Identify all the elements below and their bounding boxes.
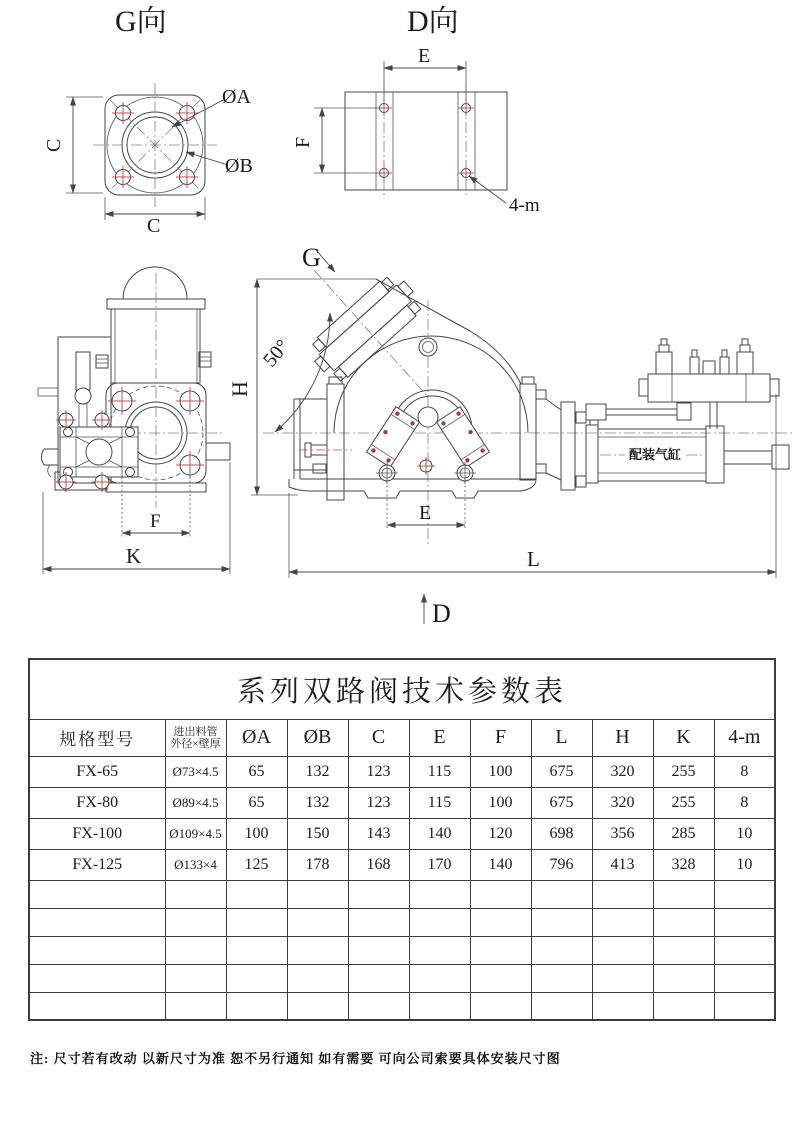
empty-cell [531,908,592,936]
side-view-g-callout [302,243,335,272]
table-header-row [29,719,775,756]
empty-cell [531,880,592,908]
table-row [29,756,775,787]
rocker-left [367,407,420,468]
empty-cell [29,880,165,908]
dim-label-4m: 4-m [509,195,540,216]
front-view [38,267,230,574]
pipe-cell: Ø89×4.5 [165,787,226,818]
dim-label-h: H [227,381,252,397]
col-header-k: K [653,719,714,756]
empty-cell [714,964,775,992]
model-cell: FX-65 [29,756,165,787]
data-cell: 328 [653,849,714,880]
dim-label-c-left: C [43,138,65,152]
data-cell: 8 [714,756,775,787]
model-cell: FX-125 [29,849,165,880]
inclined-inlet-flange [304,269,427,386]
empty-cell [531,964,592,992]
empty-cell [409,964,470,992]
empty-cell [165,964,226,992]
col-header-pipe-line2: 外径×壁厚 [170,737,221,750]
empty-cell [531,992,592,1020]
data-cell: 150 [287,818,348,849]
empty-cell [165,936,226,964]
dim-label-c-bottom: C [147,215,161,237]
front-view-small-flange [55,410,138,492]
col-header-dia-b: ØB [287,719,348,756]
empty-cell [348,992,409,1020]
g-view-centerlines [93,83,217,207]
model-cell: FX-80 [29,787,165,818]
empty-row [29,964,775,992]
empty-cell [287,964,348,992]
col-header-pipe [165,719,226,756]
empty-cell [592,992,653,1020]
col-header-h: H [592,719,653,756]
g-view-title: G向 [115,5,167,38]
view-arrow-label-g: G [302,243,321,272]
empty-cell [348,936,409,964]
empty-cell [287,880,348,908]
h-dimension [227,279,376,495]
d-view-holes [376,100,474,181]
empty-row [29,908,775,936]
table-row [29,849,775,880]
col-header-e: E [409,719,470,756]
col-header-model: 规格型号 [29,719,165,756]
data-cell: 255 [653,787,714,818]
empty-cell [226,964,287,992]
empty-cell [287,908,348,936]
data-cell: 178 [287,849,348,880]
dim-label-l: L [527,547,540,571]
empty-cell [592,936,653,964]
data-cell: 675 [531,787,592,818]
empty-cell [29,964,165,992]
empty-cell [165,880,226,908]
d-view [292,5,540,216]
side-view-body [263,279,792,545]
empty-cell [653,880,714,908]
empty-cell [409,880,470,908]
pipe-cell: Ø73×4.5 [165,756,226,787]
empty-cell [29,936,165,964]
parameter-table [28,658,776,1021]
empty-row [29,936,775,964]
table-row [29,818,775,849]
data-cell: 123 [348,756,409,787]
empty-cell [592,880,653,908]
rocker-right [437,407,490,468]
pipe-cell: Ø109×4.5 [165,818,226,849]
solenoid-manifold [639,339,779,402]
empty-cell [470,992,531,1020]
empty-cell [165,992,226,1020]
empty-cell [592,964,653,992]
data-cell: 320 [592,787,653,818]
data-cell: 10 [714,849,775,880]
empty-cell [592,908,653,936]
empty-cell [287,992,348,1020]
col-header-4m: 4-m [714,719,775,756]
empty-cell [29,908,165,936]
col-header-dia-a: ØA [226,719,287,756]
data-cell: 100 [226,818,287,849]
empty-cell [531,936,592,964]
data-cell: 143 [348,818,409,849]
empty-cell [409,992,470,1020]
empty-cell [653,964,714,992]
d-view-plate-outline [345,84,507,198]
empty-cell [29,992,165,1020]
empty-cell [226,908,287,936]
cylinder-assembly [561,339,789,490]
data-cell: 255 [653,756,714,787]
dim-label-angle: 50° [258,335,294,372]
data-cell: 675 [531,756,592,787]
data-cell: 796 [531,849,592,880]
empty-row [29,992,775,1020]
dim-label-dia-b: ØB [225,155,253,177]
col-header-f: F [470,719,531,756]
table-title-row [29,659,775,719]
empty-cell [226,936,287,964]
empty-cell [653,908,714,936]
data-cell: 413 [592,849,653,880]
empty-cell [470,964,531,992]
empty-cell [409,908,470,936]
empty-cell [409,936,470,964]
data-cell: 285 [653,818,714,849]
empty-cell [226,992,287,1020]
data-cell: 168 [348,849,409,880]
data-cell: 8 [714,787,775,818]
data-cell: 140 [470,849,531,880]
data-cell: 356 [592,818,653,849]
table-title: 系列双路阀技术参数表 [29,659,775,719]
dim-label-f-side: F [292,136,314,148]
data-cell: 115 [409,787,470,818]
data-cell: 10 [714,818,775,849]
empty-cell [348,908,409,936]
data-cell: 115 [409,756,470,787]
empty-cell [287,936,348,964]
view-arrow-label-d: D [432,599,451,628]
empty-cell [470,936,531,964]
table-row [29,787,775,818]
data-cell: 320 [592,756,653,787]
footnote: 注: 尺寸若有改动 以新尺寸为准 恕不另行通知 如有需要 可向公司索要具体安装尺寸图 [30,1051,561,1066]
col-header-l: L [531,719,592,756]
dim-label-e-top: E [418,45,431,67]
empty-cell [165,908,226,936]
empty-cell [714,880,775,908]
empty-cell [348,964,409,992]
data-cell: 123 [348,787,409,818]
empty-cell [226,880,287,908]
data-cell: 100 [470,787,531,818]
empty-cell [470,908,531,936]
data-cell: 65 [226,787,287,818]
air-piping [586,402,717,429]
data-cell: 125 [226,849,287,880]
empty-row [29,880,775,908]
empty-cell [348,880,409,908]
data-cell: 65 [226,756,287,787]
d-view-title: D向 [407,5,459,38]
empty-cell [653,936,714,964]
data-cell: 120 [470,818,531,849]
empty-cell [470,880,531,908]
cylinder-label: 配装气缸 [628,447,682,462]
dim-label-e-side: E [419,502,432,524]
col-header-pipe-line1: 进出料管 [173,725,218,738]
empty-cell [714,908,775,936]
dim-label-k: K [126,544,142,568]
data-cell: 132 [287,787,348,818]
g-view-dimensions [43,86,253,237]
model-cell: FX-100 [29,818,165,849]
col-header-c: C [348,719,409,756]
empty-cell [653,992,714,1020]
data-cell: 100 [470,756,531,787]
g-view [43,5,253,237]
dim-label-dia-a: ØA [222,86,251,108]
empty-cell [714,936,775,964]
data-cell: 170 [409,849,470,880]
data-cell: 698 [531,818,592,849]
empty-cell [714,992,775,1020]
data-cell: 140 [409,818,470,849]
dim-label-f-front: F [150,511,161,532]
side-view [259,243,792,628]
pipe-cell: Ø133×4 [165,849,226,880]
data-cell: 132 [287,756,348,787]
